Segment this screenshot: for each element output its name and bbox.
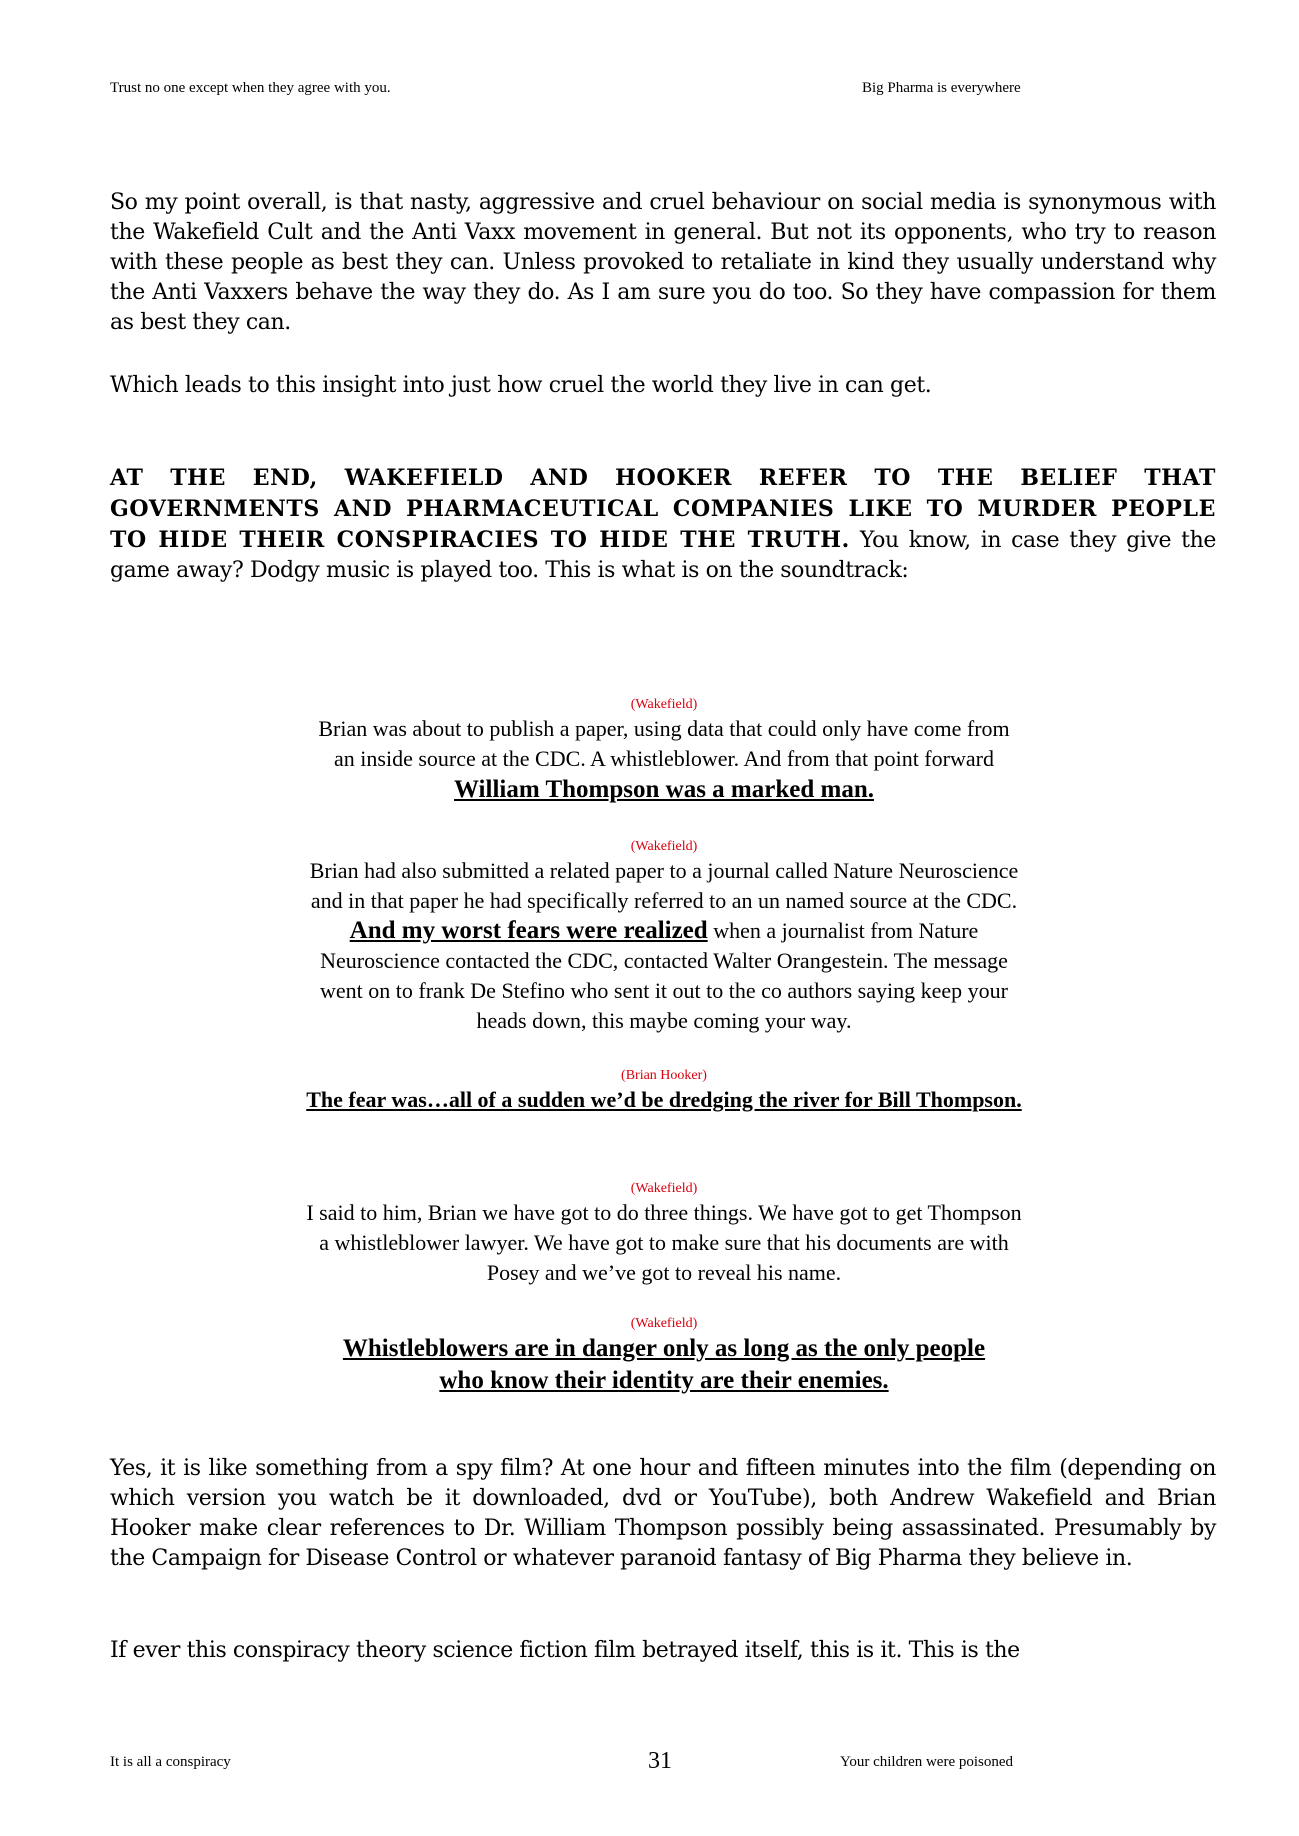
paragraph-murder-belief-rest: You know, in case they give the game away? Dodgy music is played too. This is what is on the soundtrack: — [110, 528, 1216, 583]
quote-block — [210, 696, 1118, 806]
quote-speaker: (Wakefield) — [630, 1316, 698, 1331]
quote-line: Neuroscience contacted the CDC, contacted Walter Orangestein. The message — [320, 948, 1008, 973]
quote-line: Brian was about to publish a paper, using data that could only have come from — [318, 716, 1010, 741]
footer-right: Your children were poisoned — [840, 1754, 1014, 1770]
quote-emphasis: The fear was…all of a sudden we’d be dredging the river for Bill Thompson. — [306, 1087, 1022, 1112]
quote-line-tail: when a journalist from Nature — [707, 918, 979, 943]
quote-emphasis: William Thompson was a marked man. — [454, 776, 874, 803]
quote-speaker: (Brian Hooker) — [621, 1068, 707, 1083]
quote-emphasis: And my worst fears were realized — [349, 917, 708, 944]
quote-speaker: (Wakefield) — [630, 697, 698, 712]
quote-block — [210, 1180, 1118, 1288]
quote-line: and in that paper he had specifically referred to an un named source at the CDC. — [310, 888, 1018, 913]
quote-block — [210, 1315, 1118, 1397]
quote-emphasis: who know their identity are their enemies. — [439, 1367, 889, 1394]
quote-line: a whistleblower lawyer. We have got to make sure that his documents are with — [319, 1230, 1009, 1255]
quote-emphasis: Whistleblowers are in danger only as long as the only people — [342, 1335, 986, 1362]
quote-line: went on to frank De Stefino who sent it out to the co authors saying keep your — [320, 978, 1008, 1003]
paragraph-insight: Which leads to this insight into just how cruel the world they live in can get. — [110, 373, 932, 398]
page-number: 31 — [648, 1748, 672, 1774]
header-right: Big Pharma is everywhere — [862, 80, 1021, 96]
header-left: Trust no one except when they agree with you. — [110, 80, 391, 96]
quote-block — [210, 838, 1118, 1036]
quote-line: I said to him, Brian we have got to do three things. We have got to get Thompson — [306, 1200, 1022, 1225]
paragraph-spy-film: Yes, it is like something from a spy film? At one hour and fifteen minutes into the film (depending on which version you watch be it downloaded, dvd or YouTube), both Andrew Wakefield and Brian Hooker make clear references to Dr. William Thompson possibly being assassinated. Presumably by the Campaign for Disease Control or whatever paranoid fantasy of Big Pharma they believe in. — [110, 1456, 1216, 1571]
quote-line: Posey and we’ve got to reveal his name. — [486, 1260, 842, 1285]
paragraph-social-media: So my point overall, is that nasty, aggressive and cruel behaviour on social media is synonymous with the Wakefield Cult and the Anti Vaxx movement in general. But not its opponents, who try to reason with these people as best they can. Unless provoked to retaliate in kind they usually understand why the Anti Vaxxers behave the way they do. As I am sure you do too. So they have compassion for them as best they can. — [110, 190, 1216, 335]
quote-speaker: (Wakefield) — [630, 1181, 698, 1196]
paragraph-betrayed: If ever this conspiracy theory science fiction film betrayed itself, this is it. This is the — [110, 1638, 1020, 1663]
quote-block — [210, 1067, 1118, 1115]
bold-caps-statement: AT THE END, WAKEFIELD AND HOOKER REFER TO THE BELIEF THAT GOVERNMENTS AND PHARMACEUTICAL COMPANIES LIKE TO MURDER PEOPLE TO HIDE THEIR CONSPIRACIES TO HIDE THE TRUTH. — [110, 465, 1216, 553]
footer-left: It is all a conspiracy — [110, 1754, 231, 1770]
quote-line: an inside source at the CDC. A whistleblower. And from that point forward — [334, 746, 994, 771]
quote-line: heads down, this maybe coming your way. — [476, 1008, 852, 1033]
quote-line — [210, 916, 1118, 946]
quote-line: Brian had also submitted a related paper to a journal called Nature Neuroscience — [309, 858, 1019, 883]
quote-speaker: (Wakefield) — [630, 839, 698, 854]
paragraph-murder-belief — [110, 463, 1216, 586]
